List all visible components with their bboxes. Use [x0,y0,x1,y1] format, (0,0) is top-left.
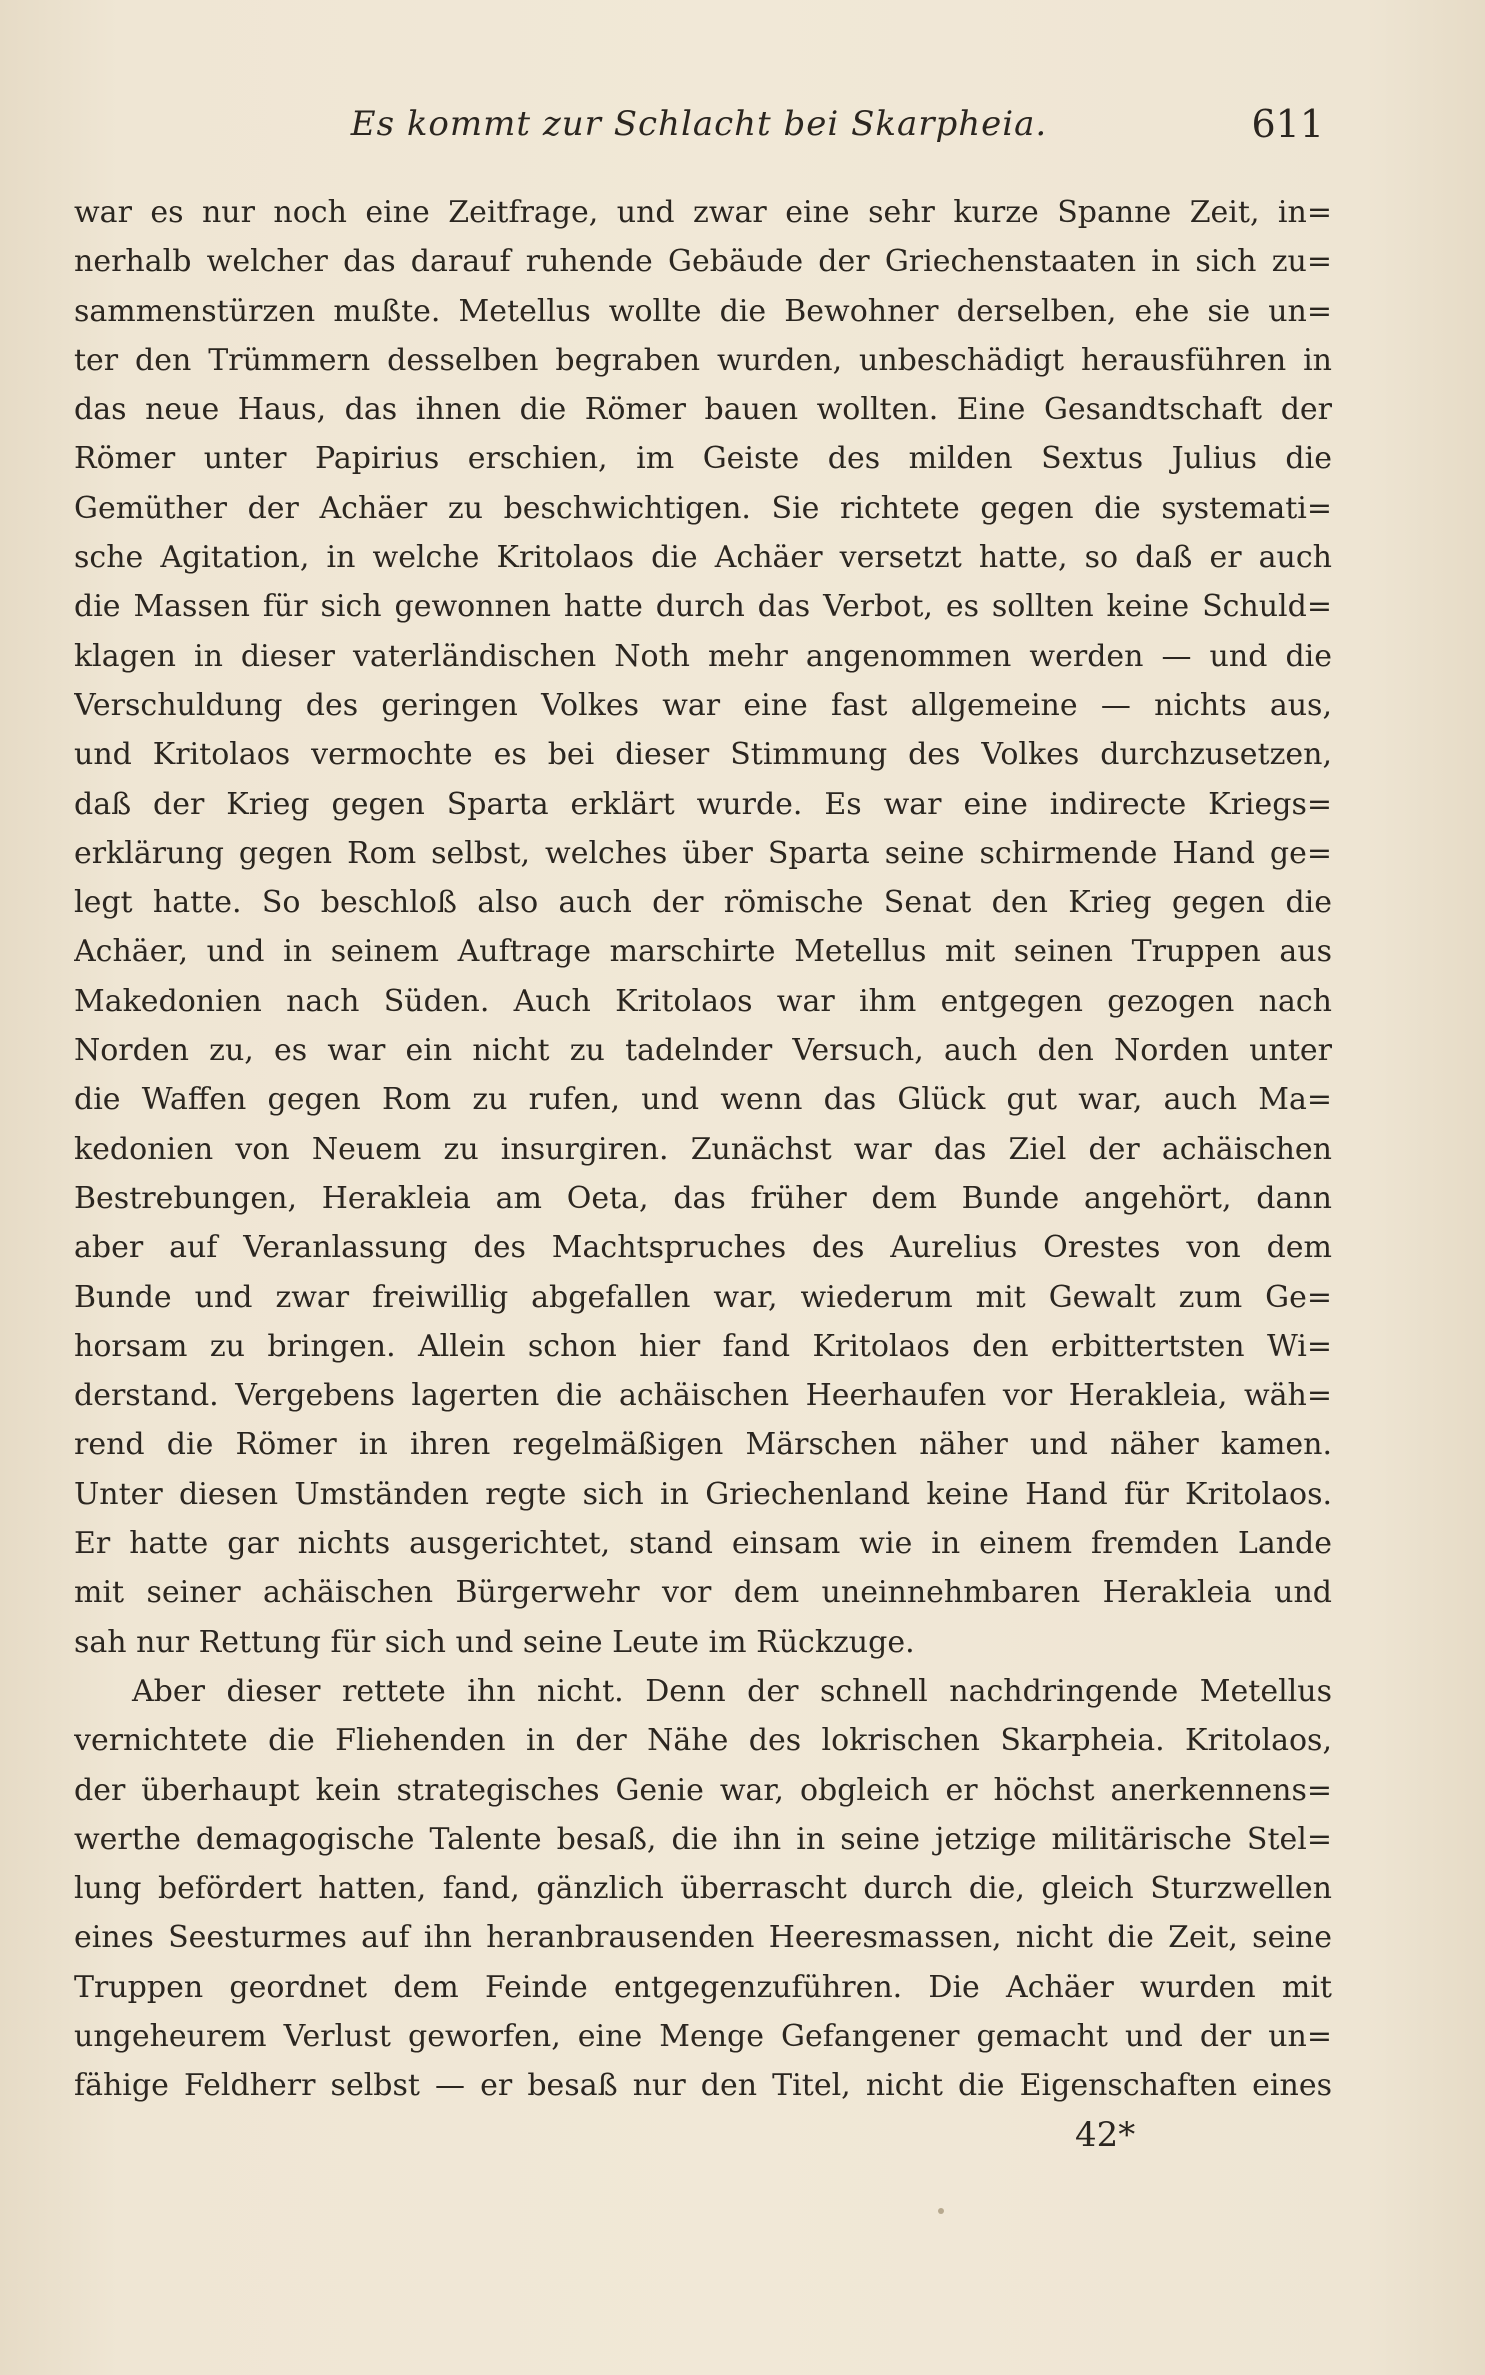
text-line: sammenstürzen mußte. Metellus wollte die Bewohner derselben, ehe sie un= [74,293,1332,329]
text-line: horsam zu bringen. Allein schon hier fand Kritolaos den erbittertsten Wi= [74,1328,1332,1364]
text-line: Gemüther der Achäer zu beschwichtigen. Sie richtete gegen die systemati= [74,490,1332,526]
running-title: Es kommt zur Schlacht bei Skarpheia. [350,104,1048,144]
signature-mark: 42* [1075,2115,1136,2155]
page-number: 611 [1251,102,1324,146]
text-line: Römer unter Papirius erschien, im Geiste des milden Sextus Julius die [74,441,1332,477]
text-line: war es nur noch eine Zeitfrage, und zwar eine sehr kurze Spanne Zeit, in= [74,195,1332,230]
text-line: eines Seesturmes auf ihn heranbrausenden Heeresmassen, nicht die Zeit, seine [74,1920,1332,1956]
text-line: werthe demagogische Talente besaß, die ihn in seine jetzige militärische Stel= [74,1821,1332,1857]
text-line: und Kritolaos vermochte es bei dieser Stimmung des Volkes durchzusetzen, [74,737,1332,773]
text-line: Bestrebungen, Herakleia am Oeta, das früher dem Bunde angehört, dann [74,1180,1332,1216]
text-line: die Waffen gegen Rom zu rufen, und wenn das Glück gut war, auch Ma= [74,1082,1332,1118]
text-line: erklärung gegen Rom selbst, welches über Sparta seine schirmende Hand ge= [74,835,1332,871]
text-line: Makedonien nach Süden. Auch Kritolaos war ihm entgegen gezogen nach [74,983,1332,1019]
text-line: Achäer, und in seinem Auftrage marschirte Metellus mit seinen Truppen aus [74,934,1332,970]
text-line: lung befördert hatten, fand, gänzlich überrascht durch die, gleich Sturzwellen [74,1871,1332,1907]
text-line: fähige Feldherr selbst — er besaß nur den Titel, nicht die Eigenschaften eines [74,2068,1332,2104]
body-text [74,188,1332,2111]
text-line: ungeheurem Verlust geworfen, eine Menge Gefangener gemacht und der un= [74,2018,1332,2054]
text-line: nerhalb welcher das darauf ruhende Gebäude der Griechenstaaten in sich zu= [74,244,1332,280]
text-line: legt hatte. So beschloß also auch der römische Senat den Krieg gegen die [74,885,1332,921]
text-line: Unter diesen Umständen regte sich in Griechenland keine Hand für Kritolaos. [74,1476,1332,1512]
text-line: ter den Trümmern desselben begraben wurden, unbeschädigt herausführen in [74,342,1332,378]
paragraph-start-line: Aber dieser rettete ihn nicht. Denn der schnell nachdringende Metellus [132,1673,1332,1709]
text-line: Norden zu, es war ein nicht zu tadelnder Versuch, auch den Norden unter [74,1033,1332,1069]
text-line: kedonien von Neuem zu insurgiren. Zunächst war das Ziel der achäischen [74,1131,1332,1167]
text-line: daß der Krieg gegen Sparta erklärt wurde. Es war eine indirecte Kriegs= [74,786,1332,822]
text-line: Er hatte gar nichts ausgerichtet, stand einsam wie in einem fremden Lande [74,1526,1332,1562]
paper-speck [938,2208,944,2214]
running-head [74,104,1324,154]
text-line: mit seiner achäischen Bürgerwehr vor dem uneinnehmbaren Herakleia und [74,1575,1332,1611]
paragraph-end-line: sah nur Rettung für sich und seine Leute im Rückzuge. [74,1624,915,1660]
text-line: rend die Römer in ihren regelmäßigen Märschen näher und näher kamen. [74,1427,1332,1463]
text-line: aber auf Veranlassung des Machtspruches des Aurelius Orestes von dem [74,1230,1332,1266]
text-line: vernichtete die Fliehenden in der Nähe des lokrischen Skarpheia. Kritolaos, [74,1723,1332,1759]
text-line: Verschuldung des geringen Volkes war eine fast allgemeine — nichts aus, [74,687,1332,723]
text-line: das neue Haus, das ihnen die Römer bauen wollten. Eine Gesandtschaft der [74,392,1332,428]
text-line: klagen in dieser vaterländischen Noth mehr angenommen werden — und die [74,638,1332,674]
text-line: sche Agitation, in welche Kritolaos die Achäer versetzt hatte, so daß er auch [74,540,1332,576]
text-line: Bunde und zwar freiwillig abgefallen war, wiederum mit Gewalt zum Ge= [74,1279,1332,1315]
text-line: der überhaupt kein strategisches Genie war, obgleich er höchst anerkennens= [74,1772,1332,1808]
text-line: derstand. Vergebens lagerten die achäischen Heerhaufen vor Herakleia, wäh= [74,1378,1332,1414]
text-line: Truppen geordnet dem Feinde entgegenzuführen. Die Achäer wurden mit [74,1969,1332,2005]
text-line: die Massen für sich gewonnen hatte durch das Verbot, es sollten keine Schuld= [74,589,1332,625]
